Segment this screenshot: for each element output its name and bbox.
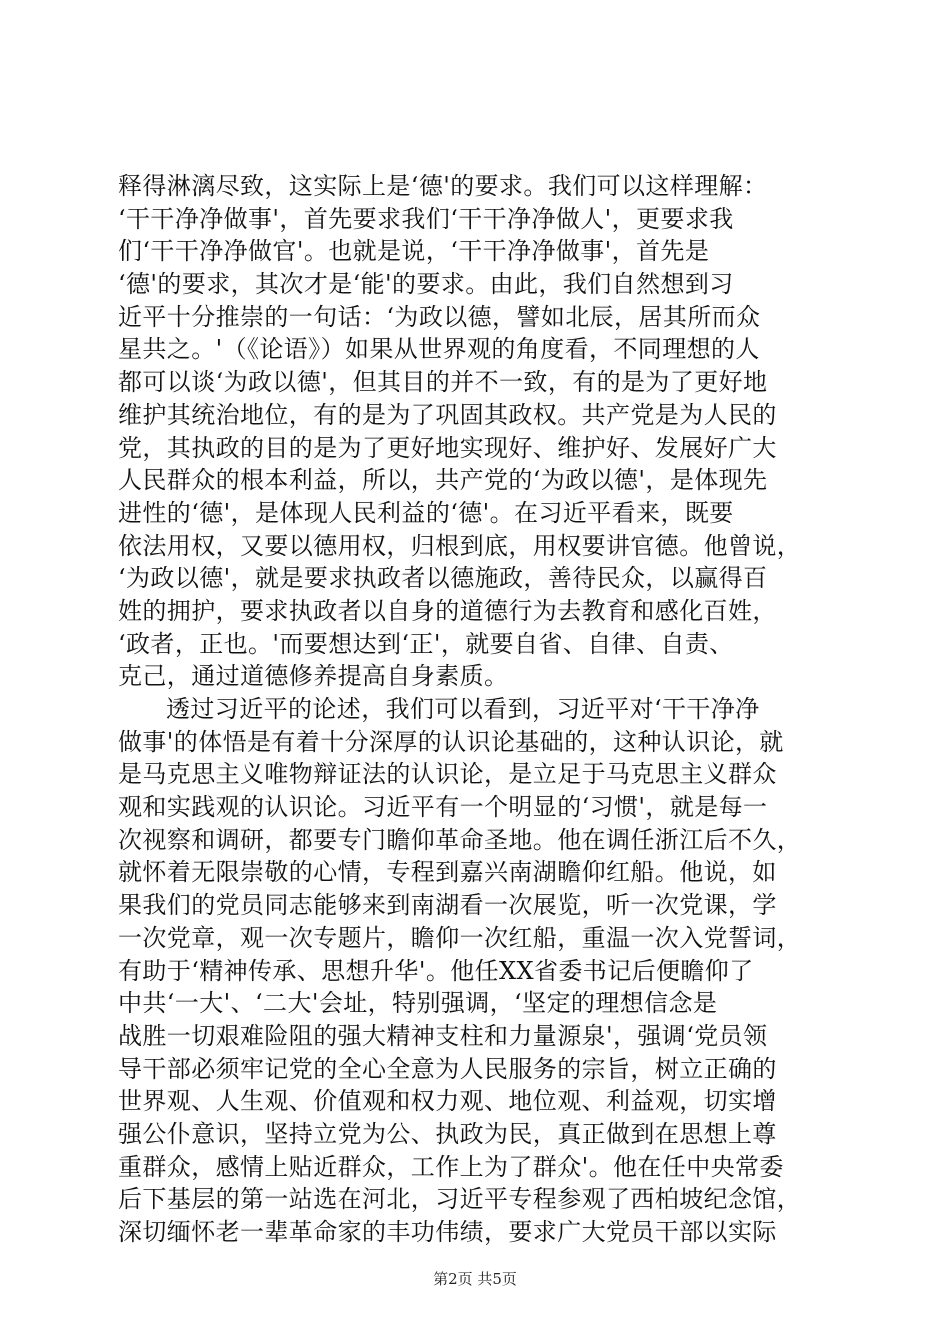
text-line: 进性的‘德'，是体现人民利益的‘德'。在习近平看来，既要 — [118, 498, 734, 527]
text-line: ‘政者，正也。'而要想达到‘正'，就要自省、自律、自责、 — [118, 629, 734, 658]
text-line: 姓的拥护，要求执政者以自身的道德行为去教育和感化百姓， — [118, 596, 777, 625]
text-line: 中共‘一大'、‘二大'会址，特别强调，‘坚定的理想信念是 — [118, 989, 718, 1018]
text-line: 是马克思主义唯物辩证法的认识论，是立足于马克思主义群众 — [118, 760, 777, 789]
text-line: 战胜一切艰难险阻的强大精神支柱和力量源泉'，强调‘党员领 — [118, 1021, 768, 1050]
text-line: 观和实践观的认识论。习近平有一个明显的‘习惯'，就是每一 — [118, 793, 768, 822]
text-line: 做事'的体悟是有着十分深厚的认识论基础的，这种认识论，就 — [118, 727, 784, 756]
text-line: ‘干干净净做事'，首先要求我们‘干干净净做人'，更要求我 — [118, 204, 734, 233]
page-footer: 第2页 共5页 — [433, 1270, 517, 1288]
text-line: 一次党章，观一次专题片，瞻仰一次红船，重温一次入党誓词， — [118, 923, 802, 952]
text-line: 果我们的党员同志能够来到南湖看一次展览，听一次党课，学 — [118, 891, 777, 920]
text-line: 强公仆意识，坚持立党为公、执政为民，真正做到在思想上尊 — [118, 1119, 777, 1148]
body-text — [118, 170, 838, 1249]
text-line: 近平十分推崇的一句话：‘为政以德，譬如北辰，居其所而众 — [118, 302, 761, 331]
text-line: 深切缅怀老一辈革命家的丰功伟绩，要求广大党员干部以实际 — [118, 1218, 777, 1246]
text-line: 次视察和调研，都要专门瞻仰革命圣地。他在调任浙江后不久， — [118, 825, 802, 854]
text-line: 重群众，感情上贴近群众，工作上为了群众'。他在任中央常委 — [118, 1152, 784, 1181]
text-line: 导干部必须牢记党的全心全意为人民服务的宗旨，树立正确的 — [118, 1054, 777, 1083]
text-line: 星共之。'（《论语》）如果从世界观的角度看，不同理想的人 — [118, 335, 760, 364]
text-line: 克己，通过道德修养提高自身素质。 — [118, 662, 509, 691]
text-line: 都可以谈‘为政以德'，但其目的并不一致，有的是为了更好地 — [118, 368, 768, 397]
text-line: 们‘干干净净做官'。也就是说，‘干干净净做事'，首先是 — [118, 237, 710, 266]
text-line: 依法用权，又要以德用权，归根到底，用权要讲官德。他曾说， — [118, 531, 802, 560]
text-line: 世界观、人生观、价值观和权力观、地位观、利益观，切实增 — [118, 1087, 777, 1116]
text-line: 维护其统治地位，有的是为了巩固其政权。共产党是为人民的 — [118, 400, 777, 429]
text-line: 透过习近平的论述，我们可以看到，习近平对‘干干净净 — [166, 695, 760, 723]
text-line: 就怀着无限崇敬的心情，专程到嘉兴南湖瞻仰红船。他说，如 — [118, 858, 777, 887]
text-line: 释得淋漓尽致，这实际上是‘德'的要求。我们可以这样理解： — [118, 172, 768, 200]
text-line: 人民群众的根本利益，所以，共产党的‘为政以德'，是体现先 — [118, 466, 768, 495]
text-line: 有助于‘精神传承、思想升华'。他任XX省委书记后便瞻仰了 — [118, 956, 754, 985]
text-line: 党，其执政的目的是为了更好地实现好、维护好、发展好广大 — [118, 433, 777, 462]
text-line: ‘德'的要求，其次才是‘能'的要求。由此，我们自然想到习 — [118, 270, 734, 299]
text-line: 后下基层的第一站选在河北，习近平专程参观了西柏坡纪念馆， — [118, 1185, 802, 1214]
text-line: ‘为政以德'，就是要求执政者以德施政，善待民众，以赢得百 — [118, 564, 768, 593]
